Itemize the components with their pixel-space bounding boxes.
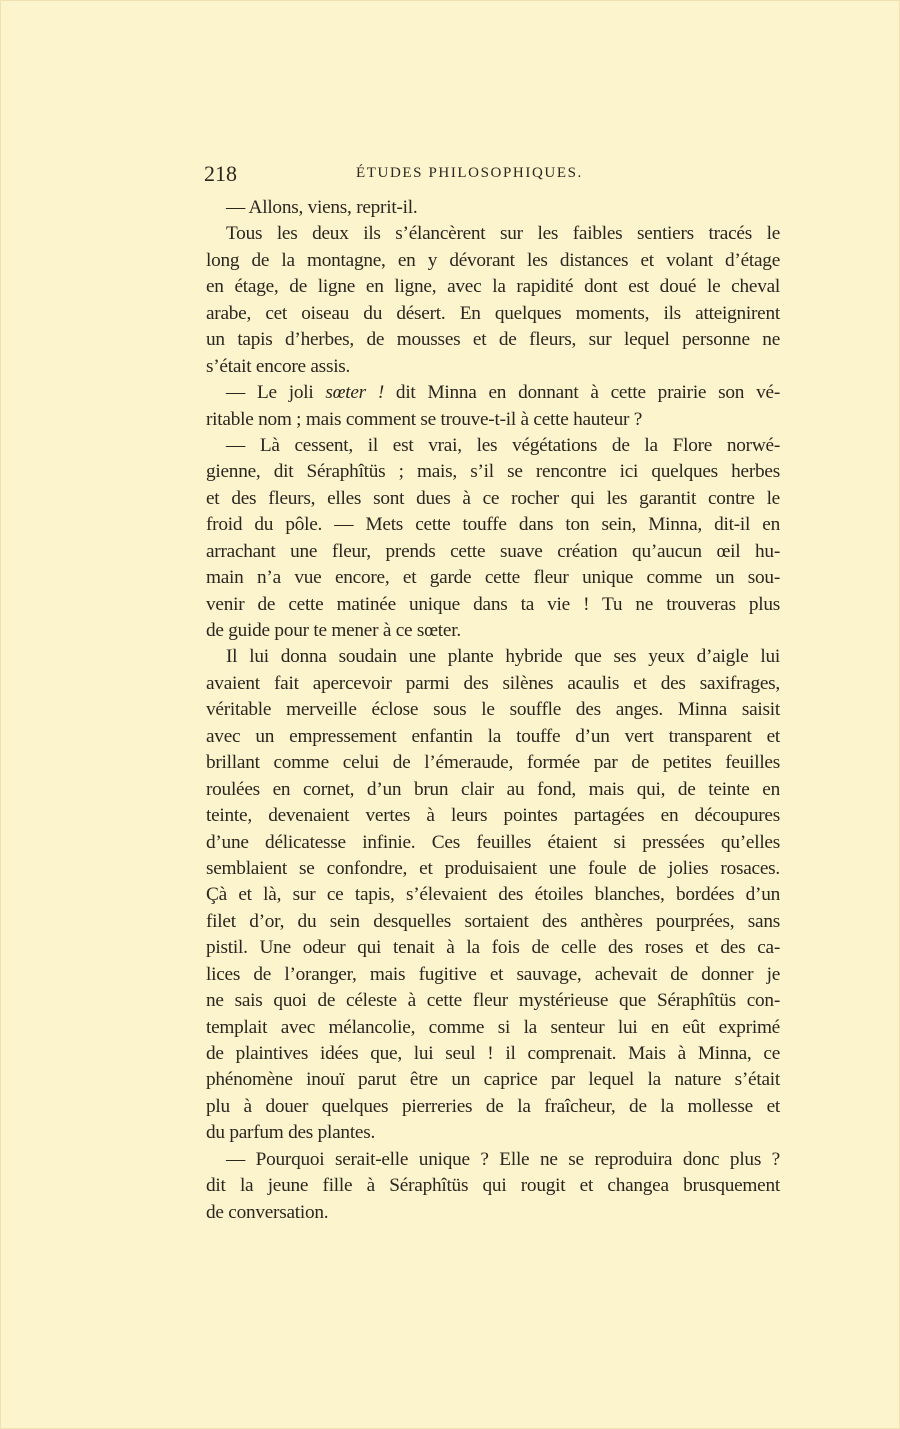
- text-line: froid du pôle. — Mets cette touffe dans ton sein, Minna, dit-il en: [206, 514, 780, 536]
- running-header: [204, 161, 782, 187]
- text-line: dit la jeune fille à Séraphîtüs qui rougit et changea brusquement: [206, 1175, 780, 1197]
- text-line: Il lui donna soudain une plante hybride que ses yeux d’aigle lui: [226, 646, 780, 668]
- text-line: un tapis d’herbes, de mousses et de fleurs, sur lequel personne ne: [206, 329, 780, 351]
- text-line: s’était encore assis.: [206, 355, 351, 377]
- text-line: teinte, devenaient vertes à leurs pointes partagées en découpures: [206, 805, 780, 827]
- text-line: long de la montagne, en y dévorant les distances et volant d’étage: [206, 249, 780, 271]
- text-line: filet d’or, du sein desquelles sortaient des anthères pourprées, sans: [206, 910, 780, 932]
- text-line: Çà et là, sur ce tapis, s’élevaient des étoiles blanches, bordées d’un: [206, 884, 780, 906]
- running-title: ÉTUDES PHILOSOPHIQUES.: [356, 165, 583, 181]
- text-line: brillant comme celui de l’émeraude, formée par de petites feuilles: [206, 752, 780, 774]
- text-line: roulées en cornet, d’un brun clair au fond, mais qui, de teinte en: [206, 778, 780, 800]
- text-line: avec un empressement enfantin la touffe d’un vert transparent et: [206, 725, 780, 747]
- text-segment: dit Minna en donnant à cette prairie son vé-: [384, 382, 780, 404]
- text-line: avaient fait apercevoir parmi des silènes acaulis et des saxifrages,: [206, 672, 780, 694]
- text-line: de conversation.: [206, 1201, 329, 1223]
- text-line: lices de l’oranger, mais fugitive et sauvage, achevait de donner je: [206, 963, 780, 985]
- text-line: pistil. Une odeur qui tenait à la fois de celle des roses et des ca-: [206, 937, 780, 959]
- text-line: — Pourquoi serait-elle unique ? Elle ne se reproduira donc plus ?: [226, 1148, 780, 1170]
- text-line: plu à douer quelques pierreries de la fraîcheur, de la mollesse et: [206, 1095, 780, 1117]
- text-line: — Allons, viens, reprit-il.: [226, 197, 418, 218]
- text-line: du parfum des plantes.: [206, 1122, 376, 1144]
- text-line: arabe, cet oiseau du désert. En quelques moments, ils atteignirent: [206, 302, 780, 324]
- page-number: 218: [204, 161, 237, 186]
- text-line: [206, 380, 780, 406]
- text-line: templait avec mélancolie, comme si la senteur lui en eût exprimé: [206, 1016, 780, 1038]
- page-body-text: [206, 195, 780, 1226]
- text-line: de plaintives idées que, lui seul ! il comprenait. Mais à Minna, ce: [206, 1043, 780, 1064]
- text-line: en étage, de ligne en ligne, avec la rapidité dont est doué le cheval: [206, 276, 780, 298]
- text-line: Tous les deux ils s’élancèrent sur les faibles sentiers tracés le: [226, 223, 780, 245]
- text-line: — Là cessent, il est vrai, les végétations de la Flore norwé-: [226, 434, 780, 456]
- text-line: d’une délicatesse infinie. Ces feuilles étaient si pressées qu’elles: [206, 831, 780, 853]
- text-line: phénomène inouï parut être un caprice par lequel la nature s’était: [206, 1069, 780, 1091]
- text-line: venir de cette matinée unique dans ta vie ! Tu ne trouveras plus: [206, 593, 780, 615]
- text-line: gienne, dit Séraphîtüs ; mais, s’il se rencontre ici quelques herbes: [206, 461, 780, 483]
- text-line: véritable merveille éclose sous le souffle des anges. Minna saisit: [206, 699, 780, 721]
- text-line: de guide pour te mener à ce sœter.: [206, 620, 461, 641]
- text-line: et des fleurs, elles sont dues à ce rocher qui les garantit contre le: [206, 487, 780, 509]
- text-line: ritable nom ; mais comment se trouve-t-il à cette hauteur ?: [206, 408, 643, 430]
- text-segment: — Le joli: [226, 382, 326, 404]
- text-line: semblaient se confondre, et produisaient une foule de jolies rosaces.: [206, 857, 780, 879]
- text-line: ne sais quoi de céleste à cette fleur mystérieuse que Séraphîtüs con-: [206, 990, 780, 1012]
- italic-text: sœter !: [325, 382, 384, 404]
- text-line: arrachant une fleur, prends cette suave création qu’aucun œil hu-: [206, 540, 780, 562]
- text-line: main n’a vue encore, et garde cette fleur unique comme un sou-: [206, 567, 780, 589]
